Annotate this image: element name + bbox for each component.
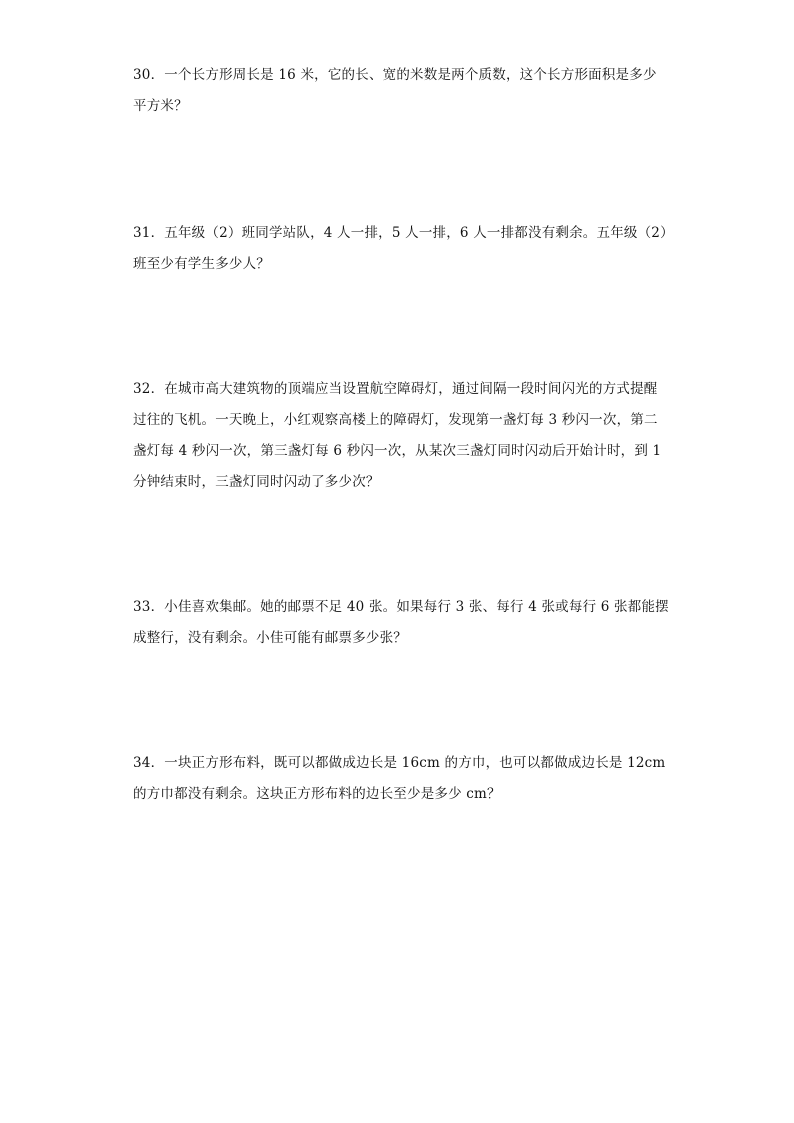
question-34-line-2: 的方巾都没有剩余。这块正方形布料的边长至少是多少 cm？ [133,786,501,802]
question-31-line-2: 班至少有学生多少人？ [133,256,270,272]
question-30-line-2: 平方米？ [133,98,188,114]
question-32-line-4: 分钟结束时，三盏灯同时闪动了多少次？ [133,474,380,490]
question-33-line-2: 成整行，没有剩余。小佳可能有邮票多少张？ [133,630,407,646]
question-31 [133,218,673,280]
question-30 [133,60,673,122]
question-32-line-1: 32．在城市高大建筑物的顶端应当设置航空障碍灯，通过间隔一段时间闪光的方式提醒 [133,381,658,397]
question-33 [133,592,673,654]
question-32-line-3: 盏灯每 4 秒闪一次，第三盏灯每 6 秒闪一次，从某次三盏灯同时闪动后开始计时，到 1 [133,443,662,459]
question-30-line-1: 30．一个长方形周长是 16 米，它的长、宽的米数是两个质数，这个长方形面积是多少 [133,67,657,83]
question-34-line-1: 34．一块正方形布料，既可以都做成边长是 16cm 的方巾，也可以都做成边长是 12cm [133,755,666,771]
question-33-line-1: 33．小佳喜欢集邮。她的邮票不足 40 张。如果每行 3 张、每行 4 张或每行 6 张都能摆 [133,599,669,615]
question-31-line-1: 31．五年级（2）班同学站队，4 人一排，5 人一排，6 人一排都没有剩余。五年级（2） [133,225,674,241]
question-32-line-2: 过往的飞机。一天晚上，小红观察高楼上的障碍灯，发现第一盏灯每 3 秒闪一次，第二 [133,412,658,428]
question-32 [133,374,673,498]
question-34 [133,748,673,810]
